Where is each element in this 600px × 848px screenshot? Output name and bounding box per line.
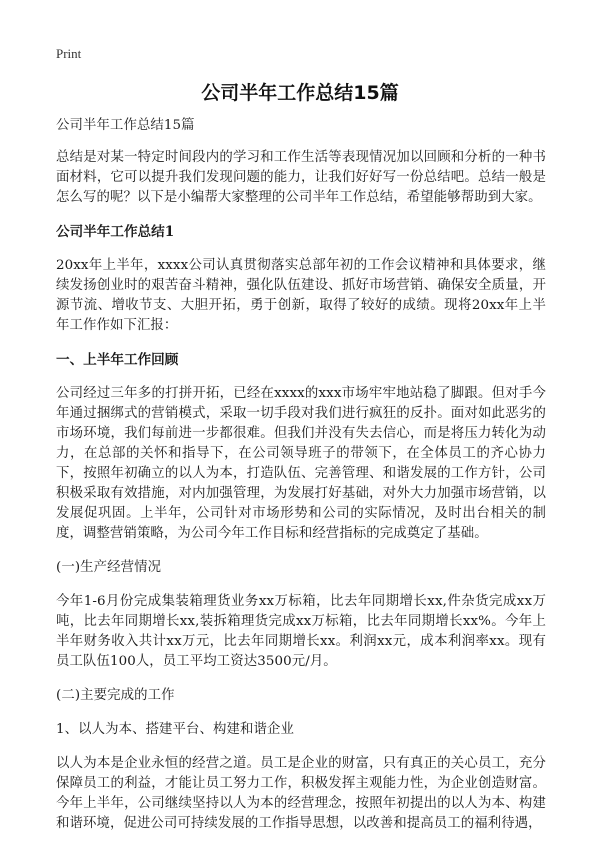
item-heading-1: 1、以人为本、搭建平台、构建和谐企业: [56, 722, 294, 737]
paragraph-production: 今年1-6月份完成集装箱理货业务xx万标箱，比去年同期增长xx,件杂货完成xx万吨，比去年同期增长xx,装拆箱理货完成xx万标箱，比去年同期增长xx%。今年上半年财务收入共计xx万元，比去年同期增长xx。利润xx元，成本利润率xx。现有员工队伍100人，员工平均工资达3500元/月。: [56, 594, 546, 669]
intro-paragraph: 总结是对某一特定时间段内的学习和工作生活等表现情况加以回顾和分析的一种书面材料，它可以提升我们发现问题的能力，让我们好好写一份总结吧。总结一般是怎么写的呢？以下是小编帮大家整理的公司半年工作总结，希望能够帮助到大家。: [56, 150, 546, 205]
paragraph-item-1: 以人为本是企业永恒的经营之道。员工是企业的财富，只有真正的关心员工，充分保障员工的利益，才能让员工努力工作，积极发挥主观能力性，为企业创造财富。今年上半年，公司继续坚持以人为本的经营理念，按照年初提出的以人为本、构建和谐环境，促进公司可持续发展的工作指导思想，以改善和提高员工的福利待遇，: [56, 756, 546, 831]
subsection-heading-main-work: (二)主要完成的工作: [56, 688, 175, 703]
subsection-heading-review: 一、上半年工作回顾: [56, 352, 179, 368]
print-link[interactable]: Print: [56, 46, 82, 61]
paragraph-review: 公司经过三年多的打拼开拓，已经在xxxx的xxx市场牢牢地站稳了脚跟。但对手今年通过捆绑式的营销模式，采取一切手段对我们进行疯狂的反扑。面对如此恶劣的市场环境，我们每前进一步都很难。但我们并没有失去信心，而是将压力转化为动力，在总部的关怀和指导下，在公司领导班子的带领下，在全体员工的齐心协力下，按照年初确立的以人为本，打造队伍、完善管理、和谐发展的工作方针，公司积极采取有效措施，对内加强管理，为发展打好基础，对外大力加强市场营销，以发展促巩固。上半年，公司针对市场形势和公司的实际情况，及时出台相关的制度，调整营销策略，为公司今年工作目标和经营指标的完成奠定了基础。: [56, 386, 546, 541]
subsection-heading-production: (一)生产经营情况: [56, 560, 162, 575]
paragraph-overview: 20xx年上半年，xxxx公司认真贯彻落实总部年初的工作会议精神和具体要求，继续发扬创业时的艰苦奋斗精神，强化队伍建设、抓好市场营销、确保安全质量，开源节流、增收节支、大胆开拓，勇于创新，取得了较好的成绩。现将20xx年上半年工作作如下汇报：: [56, 258, 546, 333]
article-body: [56, 116, 546, 848]
page-title: 公司半年工作总结15篇: [201, 82, 399, 104]
section-heading: 公司半年工作总结1: [56, 224, 175, 240]
article-subtitle: 公司半年工作总结15篇: [56, 118, 195, 133]
